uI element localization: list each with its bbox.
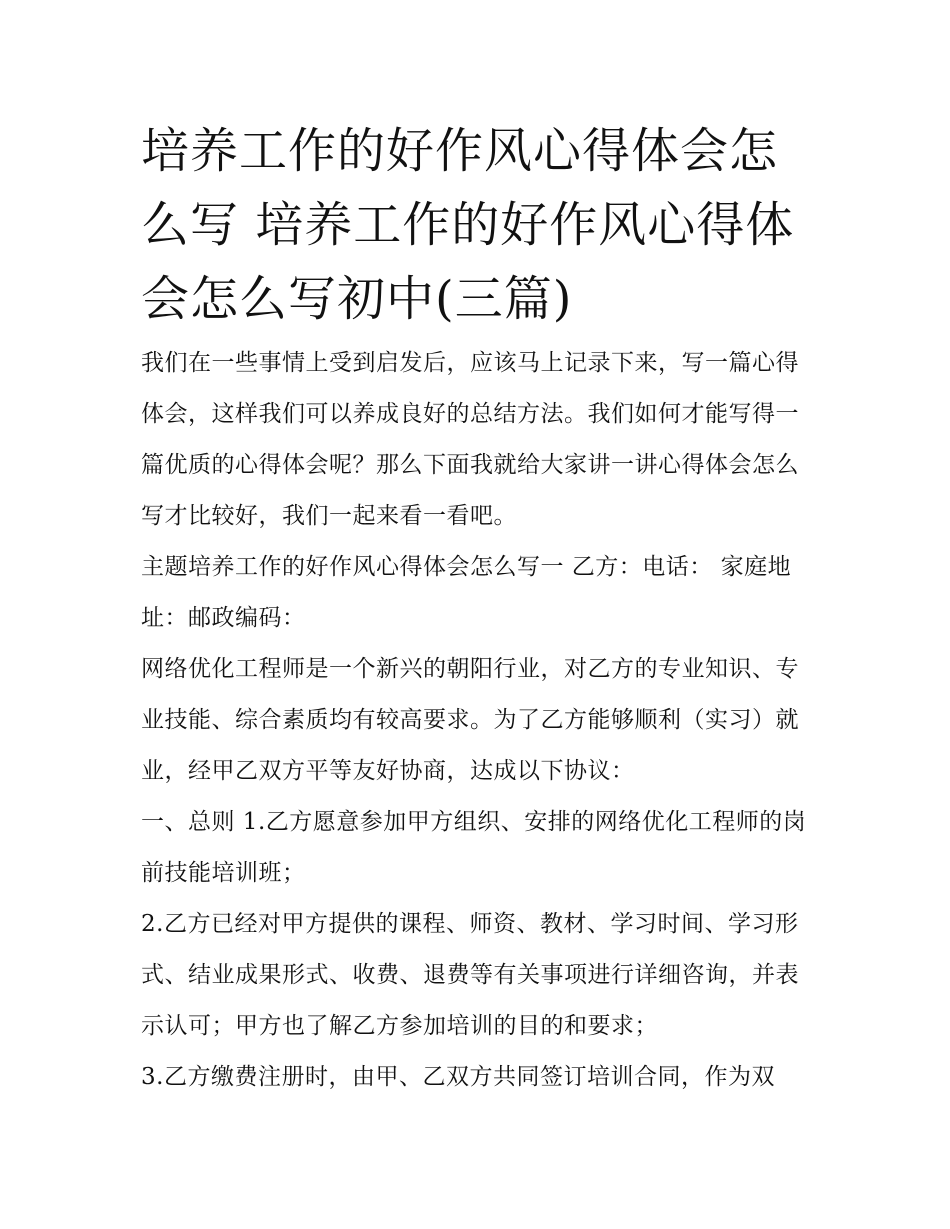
document-title: 培养工作的好作风心得体会怎么写 培养工作的好作风心得体会怎么写初中(三篇) [141, 123, 795, 327]
paragraph-general-1: 一、总则 1.乙方愿意参加甲方组织、安排的网络优化工程师的岗前技能培训班； [141, 809, 807, 886]
paragraph-general-2: 2.乙方已经对甲方提供的课程、师资、教材、学习时间、学习形式、结业成果形式、收费、退费等有关事项进行详细咨询，并表示认可；甲方也了解乙方参加培训的目的和要求； [141, 911, 799, 1039]
paragraph-general-3: 3.乙方缴费注册时，由甲、乙双方共同签订培训合同，作为双 [141, 1064, 775, 1090]
document-body [141, 338, 813, 1103]
paragraph-party-info: 主题培养工作的好作风心得体会怎么写一 乙方：电话： 家庭地址：邮政编码： [141, 554, 792, 631]
paragraph-intro: 我们在一些事情上受到启发后，应该马上记录下来，写一篇心得体会，这样我们可以养成良好的总结方法。我们如何才能写得一篇优质的心得体会呢？那么下面我就给大家讲一讲心得体会怎么写才比较好，我们一起来看一看吧。 [141, 350, 799, 529]
document-page [141, 114, 813, 1103]
paragraph-background: 网络优化工程师是一个新兴的朝阳行业，对乙方的专业知识、专业技能、综合素质均有较高要求。为了乙方能够顺利（实习）就业，经甲乙双方平等友好协商，达成以下协议： [141, 656, 799, 784]
